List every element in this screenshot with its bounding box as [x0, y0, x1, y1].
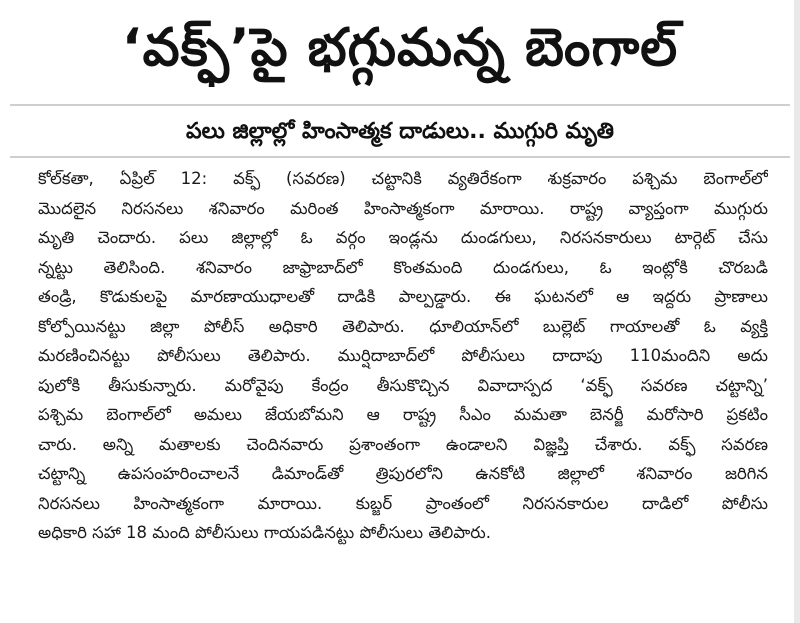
- divider-bottom: [10, 156, 790, 158]
- article-line: పులోకి తీసుకున్నారు. మరోవైపు కేంద్రం తీసుకొచ్చిన వివాదాస్పద ‘వక్ఫ్ సవరణ చట్టాన్ని’: [38, 375, 768, 395]
- article-line: తండ్రి, కొడుకులపై మారణాయుధాలతో దాడికి పాల్పడ్డారు. ఈ ఘటనలో ఆ ఇద్దరు ప్రాణాలు: [38, 287, 768, 306]
- article-line: మొదలైన నిరసనలు శనివారం మరింత హింసాత్మకంగా మారాయి. రాష్ట్ర వ్యాప్తంగా ముగ్గురు: [38, 198, 768, 218]
- divider-top: [10, 104, 790, 106]
- article-line: చట్టాన్ని ఉపసంహరించాలనే డిమాండ్‌తో త్రిపురలోని ఉనకోటి జిల్లాలో శనివారం జరిగిన: [38, 464, 768, 483]
- article-body: [38, 164, 768, 548]
- article-line: పశ్చిమ బెంగాల్‌లో అమలు జేయబోమని ఆ రాష్ట్ర సీఎం మమతా బెనర్జీ మరోసారి ప్రకటిం: [38, 405, 768, 424]
- article-line: నిరసనలు హింసాత్మకంగా మారాయి. కుబ్జర్ ప్రాంతంలో నిరసనకారుల దాడిలో పోలీసు: [38, 493, 768, 513]
- article-line: కోల్పోయినట్టు జిల్లా పోలీస్ అధికారి తెలిపారు. ధూలియాన్‌లో బుల్లెట్ గాయాలతో ఓ వ్యక్తి: [38, 316, 768, 336]
- article-line: మరణించినట్టు పోలీసులు తెలిపారు. ముర్షిదాబాద్‌లో పోలీసులు దాదాపు 110మందిని అదు: [38, 346, 768, 365]
- article-line: మృతి చెందారు. పలు జిల్లాల్లో ఓ వర్గం ఇండ్లను దుండగులు, నిరసనకారులు టార్గెట్ చేసు: [38, 228, 768, 247]
- article-line: అధికారి సహా 18 మంది పోలీసులు గాయపడినట్టు పోలీసులు తెలిపారు.: [38, 523, 491, 542]
- page-edge-shadow: [794, 0, 800, 623]
- article-line: న్నట్టు తెలిసింది. శనివారం జాఫ్రాబాద్‌లో కొంతమంది దుండగులు, ఓ ఇంట్లోకి చొరబడి: [38, 257, 768, 277]
- article-line: చారు. అన్ని మతాలకు చెందినవారు ప్రశాంతంగా ఉండాలని విజ్ఞప్తి చేశారు. వక్ఫ్ సవరణ: [38, 434, 768, 454]
- headline: ‘వక్ఫ్’పై భగ్గుమన్న బెంగాల్: [121, 18, 679, 78]
- article-line: కోల్‌కతా, ఏప్రిల్ 12: వక్ఫ్ (సవరణ) చట్టానికి వ్యతిరేకంగా శుక్రవారం పశ్చిమ బెంగాల్‌లో: [38, 169, 768, 188]
- subheadline: పలు జిల్లాల్లో హింసాత్మక దాడులు.. ముగ్గురి మృతి: [186, 119, 614, 144]
